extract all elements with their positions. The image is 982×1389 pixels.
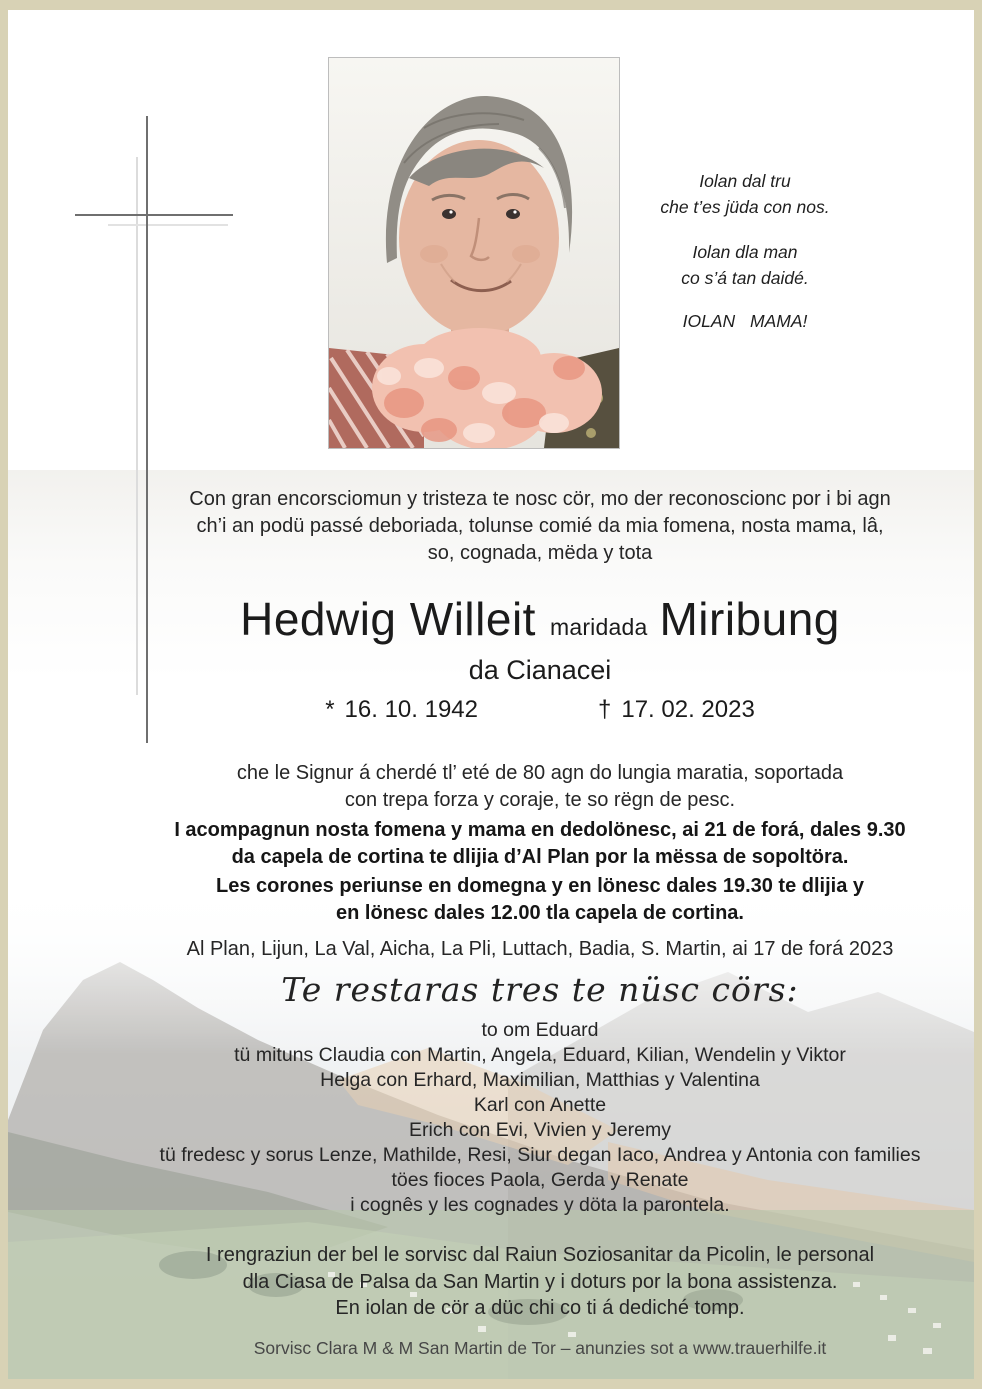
quote-line: Iolan dal tru bbox=[699, 171, 791, 191]
quote-line-caps: IOLAN MAMA! bbox=[682, 311, 808, 331]
birth-date-group bbox=[325, 696, 478, 724]
rosary-line: en lönesc dales 12.00 tla capela de cortina. bbox=[336, 902, 744, 924]
thanks-line: dla Ciasa de Palsa da San Martin y i doturs por la bona assistenza. bbox=[242, 1270, 838, 1293]
family-line: tü fredesc y sorus Lenze, Mathilde, Resi, Siur degan Iaco, Andrea y Antonia con families bbox=[159, 1144, 921, 1166]
thanks-paragraph bbox=[100, 1242, 980, 1322]
footer-service-line: Sorvisc Clara M & M San Martin de Tor – anunzies sot a www.trauerhilfe.it bbox=[253, 1338, 827, 1358]
passing-paragraph bbox=[100, 760, 980, 814]
intro-line: so, cognada, mëda y tota bbox=[427, 542, 653, 564]
rosary-paragraph bbox=[100, 873, 980, 927]
family-line: to om Eduard bbox=[481, 1019, 599, 1041]
quote-line: Iolan dla man bbox=[692, 242, 798, 262]
funeral-paragraph bbox=[100, 817, 980, 871]
life-dates bbox=[100, 696, 980, 724]
passing-line: che le Signur á cherdé tl’ eté de 80 agn do lungia maratia, soportada bbox=[236, 762, 844, 784]
rosary-line: Les corones periunse en domegna y en lönesc dales 19.30 te dlijia y bbox=[215, 875, 865, 897]
family-line: Helga con Erhard, Maximilian, Matthias y Valentina bbox=[320, 1069, 760, 1091]
funeral-line: da capela de cortina te dlijia d’Al Plan por la mëssa de sopoltöra. bbox=[231, 846, 849, 868]
death-date: 17. 02. 2023 bbox=[621, 696, 755, 723]
name-middle: maridada bbox=[549, 614, 648, 640]
family-line: Erich con Evi, Vivien y Jeremy bbox=[409, 1119, 671, 1141]
quote-block bbox=[560, 168, 930, 334]
name-first: Hedwig Willeit bbox=[240, 593, 536, 645]
quote-line: co s’á tan daidé. bbox=[681, 268, 809, 288]
thanks-line: I rengraziun der bel le sorvisc dal Raiun Soziosanitar da Picolin, le personal bbox=[205, 1244, 875, 1266]
family-line: töes fioces Paola, Gerda y Renate bbox=[391, 1169, 689, 1191]
quote-line: che t’es jüda con nos. bbox=[660, 197, 830, 217]
deceased-name bbox=[100, 592, 980, 646]
intro-line: ch’i an podü passé deboriada, tolunse comié da mia fomena, nosta mama, lâ, bbox=[196, 515, 884, 537]
relatives-line: i cognês y les cognades y döta la parontela. bbox=[350, 1194, 730, 1216]
birth-star-symbol: * bbox=[325, 696, 335, 723]
death-cross-symbol: † bbox=[597, 696, 612, 723]
places-line: Al Plan, Lijun, La Val, Aicha, La Pli, Luttach, Badia, S. Martin, ai 17 de forá 2023 bbox=[186, 938, 894, 960]
origin-line: da Cianacei bbox=[468, 655, 612, 685]
family-line: tü mituns Claudia con Martin, Angela, Eduard, Kilian, Wendelin y Viktor bbox=[234, 1044, 846, 1066]
farewell-heading: Te restaras tres te nüsc cörs: bbox=[281, 970, 799, 1009]
intro-paragraph bbox=[100, 486, 980, 567]
intro-line: Con gran encorsciomun y tristeza te nosc cör, mo der reconoscionc por i bi agn bbox=[189, 488, 891, 510]
family-line: Karl con Anette bbox=[473, 1094, 607, 1116]
name-last: Miribung bbox=[659, 593, 840, 645]
thanks-line: En iolan de cör a düc chi co ti á dediché tomp. bbox=[335, 1297, 745, 1319]
family-list bbox=[100, 1018, 980, 1193]
birth-date: 16. 10. 1942 bbox=[344, 696, 478, 723]
passing-line: con trepa forza y coraje, te so rëgn de pesc. bbox=[344, 789, 736, 811]
death-date-group bbox=[598, 696, 755, 724]
funeral-line: I acompagnun nosta fomena y mama en dedolönesc, ai 21 de forá, dales 9.30 bbox=[174, 819, 906, 841]
